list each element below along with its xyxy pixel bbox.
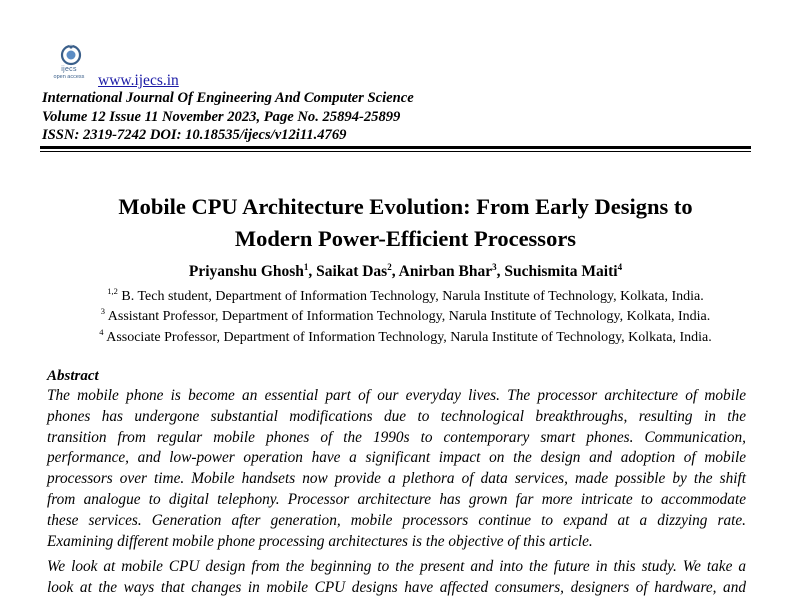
logo-name: ijecs bbox=[61, 66, 77, 73]
abstract-line: The mobile phone is become an essential part of our everyday lives. The processor architecture of mobile bbox=[47, 387, 746, 404]
affiliation-1 bbox=[40, 286, 771, 305]
author-sup: 4 bbox=[617, 262, 623, 272]
abstract-line: performance, and low-power operation have a significant impact on the design and adoption of mobile bbox=[47, 449, 746, 467]
abstract-heading: Abstract bbox=[47, 368, 99, 384]
author-name: Saikat Das bbox=[316, 263, 388, 280]
journal-website-link[interactable]: www.ijecs.in bbox=[98, 72, 179, 89]
author-name: Suchismita Maiti bbox=[504, 263, 618, 280]
abstract-line: transition from regular mobile phones of the 1990s to contemporary smart phones. Communication, bbox=[47, 428, 746, 446]
affiliation-2 bbox=[40, 306, 771, 325]
logo-tagline: open access bbox=[53, 74, 85, 80]
abstract-line: processors over time. Mobile handsets now provide a plethora of data services, made possible by the shift bbox=[47, 470, 746, 488]
affiliation-sup: 4 bbox=[99, 327, 104, 337]
author-sup: 3 bbox=[492, 262, 497, 272]
abstract-line: We look at mobile CPU design from the beginning to the present and into the future in this study. We take a bbox=[47, 558, 746, 575]
affiliation-sup: 1,2 bbox=[107, 286, 118, 296]
journal-logo bbox=[46, 44, 98, 90]
affiliation-text: Assistant Professor, Department of Information Technology, Narula Institute of Technology, Kolkata, India. bbox=[105, 309, 711, 324]
header-divider-thin bbox=[40, 151, 751, 152]
author-sup: 2 bbox=[387, 262, 392, 272]
issn-doi: ISSN: 2319-7242 DOI: 10.18535/ijecs/v12i11.4769 bbox=[42, 127, 347, 143]
abstract-paragraph-2 bbox=[47, 557, 746, 599]
affiliation-text: B. Tech student, Department of Information Technology, Narula Institute of Technology, Kolkata, India. bbox=[117, 289, 704, 304]
abstract-line: look at the ways that changes in mobile CPU designs have affected consumers, designers of hardware, and bbox=[47, 578, 746, 596]
volume-info: Volume 12 Issue 11 November 2023, Page No. 25894-25899 bbox=[42, 109, 401, 125]
affiliation-sup: 3 bbox=[100, 306, 106, 316]
author-name: Anirban Bhar bbox=[398, 263, 493, 280]
affiliation-3 bbox=[40, 327, 771, 346]
abstract-line: these services. Generation after generation, mobile processors continue to expand at a dizzying rate. bbox=[47, 511, 746, 529]
header-divider-thick bbox=[40, 146, 751, 149]
journal-name: International Journal Of Engineering And Computer Science bbox=[42, 90, 414, 106]
abstract-body bbox=[47, 386, 746, 552]
author-list: Priyanshu Ghosh$^1$, Saikat Das$^2$, Anirban Bhar$^3$, Suchismita Maiti$^4$ bbox=[188, 262, 623, 280]
abstract-line: phones has undergone substantial modifications due to technological breakthroughs, resulting in the bbox=[47, 407, 746, 425]
author-name: Priyanshu Ghosh bbox=[188, 263, 304, 280]
abstract-line: from analogue to digital telephony. Processor architecture has grown far more intricate to accommodate bbox=[47, 490, 746, 508]
paper-title-line-2: Modern Power-Efficient Processors bbox=[234, 226, 577, 251]
affiliation-text: Associate Professor, Department of Information Technology, Narula Institute of Technology, Kolkata, India. bbox=[103, 330, 712, 345]
author-sup: 1 bbox=[303, 262, 309, 272]
paper-title-line-1: Mobile CPU Architecture Evolution: From Early Designs to bbox=[118, 194, 693, 219]
ijecs-logo-icon bbox=[60, 44, 82, 66]
abstract-line: Examining different mobile phone processing architectures is the objective of this article. bbox=[47, 532, 593, 550]
